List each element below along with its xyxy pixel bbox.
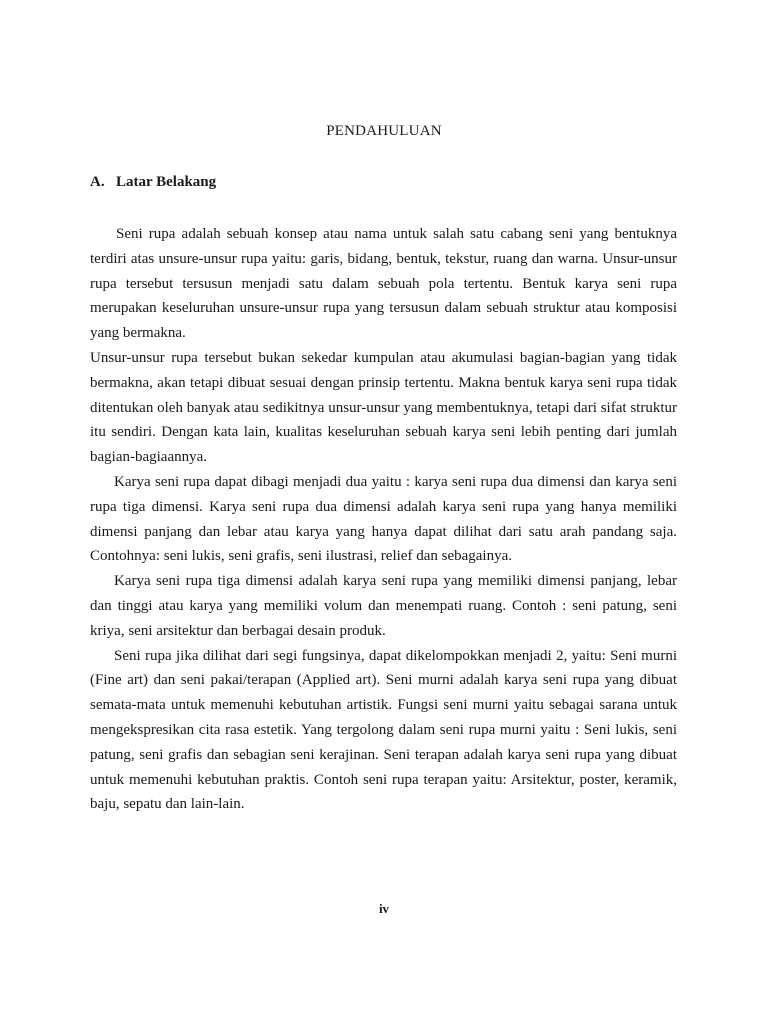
section-heading: [90, 174, 216, 191]
section-heading-text: Latar Belakang: [116, 174, 217, 190]
paragraph: Karya seni rupa dapat dibagi menjadi dua yaitu : karya seni rupa dua dimensi dan karya seni rupa tiga dimensi. Karya seni rupa dua dimensi adalah karya seni rupa yang hanya memiliki dimensi panjang dan lebar atau karya yang hanya dapat dilihat dari satu arah pandang saja. Contohnya: seni lukis, seni grafis, seni ilustrasi, relief dan sebagainya.: [90, 473, 677, 565]
section-number: A.: [90, 174, 105, 190]
paragraph: Seni rupa jika dilihat dari segi fungsinya, dapat dikelompokkan menjadi 2, yaitu: Seni murni (Fine art) dan seni pakai/terapan (Applied art). Seni murni adalah karya seni rupa yang dibuat semata-mata untuk memenuhi kebutuhan artistik. Fungsi seni murni yaitu sebagai sarana untuk mengekspresikan cita rasa estetik. Yang tergolong dalam seni rupa murni yaitu : Seni lukis, seni patung, seni grafis dan sebagian seni kerajinan. Seni terapan adalah karya seni rupa yang dibuat untuk memenuhi kebutuhan praktis. Contoh seni rupa terapan yaitu: Arsitektur, poster, keramik, baju, sepatu dan lain-lain.: [90, 647, 677, 813]
page-title: PENDAHULUAN: [326, 123, 442, 139]
paragraph: Unsur-unsur rupa tersebut bukan sekedar kumpulan atau akumulasi bagian-bagian yang tidak bermakna, akan tetapi dibuat sesuai dengan prinsip tertentu. Makna bentuk karya seni rupa tidak ditentukan oleh banyak atau sedikitnya unsur-unsur yang membentuknya, tetapi dari sifat struktur itu sendiri. Dengan kata lain, kualitas keseluruhan sebuah karya seni lebih penting dari jumlah bagian-bagiaannya.: [90, 349, 677, 466]
paragraph: Seni rupa adalah sebuah konsep atau nama untuk salah satu cabang seni yang bentuknya terdiri atas unsure-unsur rupa yaitu: garis, bidang, bentuk, tekstur, ruang dan warna. Unsur-unsur rupa tersebut tersusun menjadi satu dalam sebuah pola tertentu. Bentuk karya seni rupa merupakan keseluruhan unsure-unsur rupa yang tersusun dalam sebuah struktur atau komposisi yang bermakna.: [90, 226, 677, 342]
body-text: [90, 222, 677, 817]
paragraph: Karya seni rupa tiga dimensi adalah karya seni rupa yang memiliki dimensi panjang, lebar dan tinggi atau karya yang memiliki volum dan menempati ruang. Contoh : seni patung, seni kriya, seni arsitektur dan berbagai desain produk.: [90, 573, 677, 639]
page-number: iv: [378, 901, 390, 916]
